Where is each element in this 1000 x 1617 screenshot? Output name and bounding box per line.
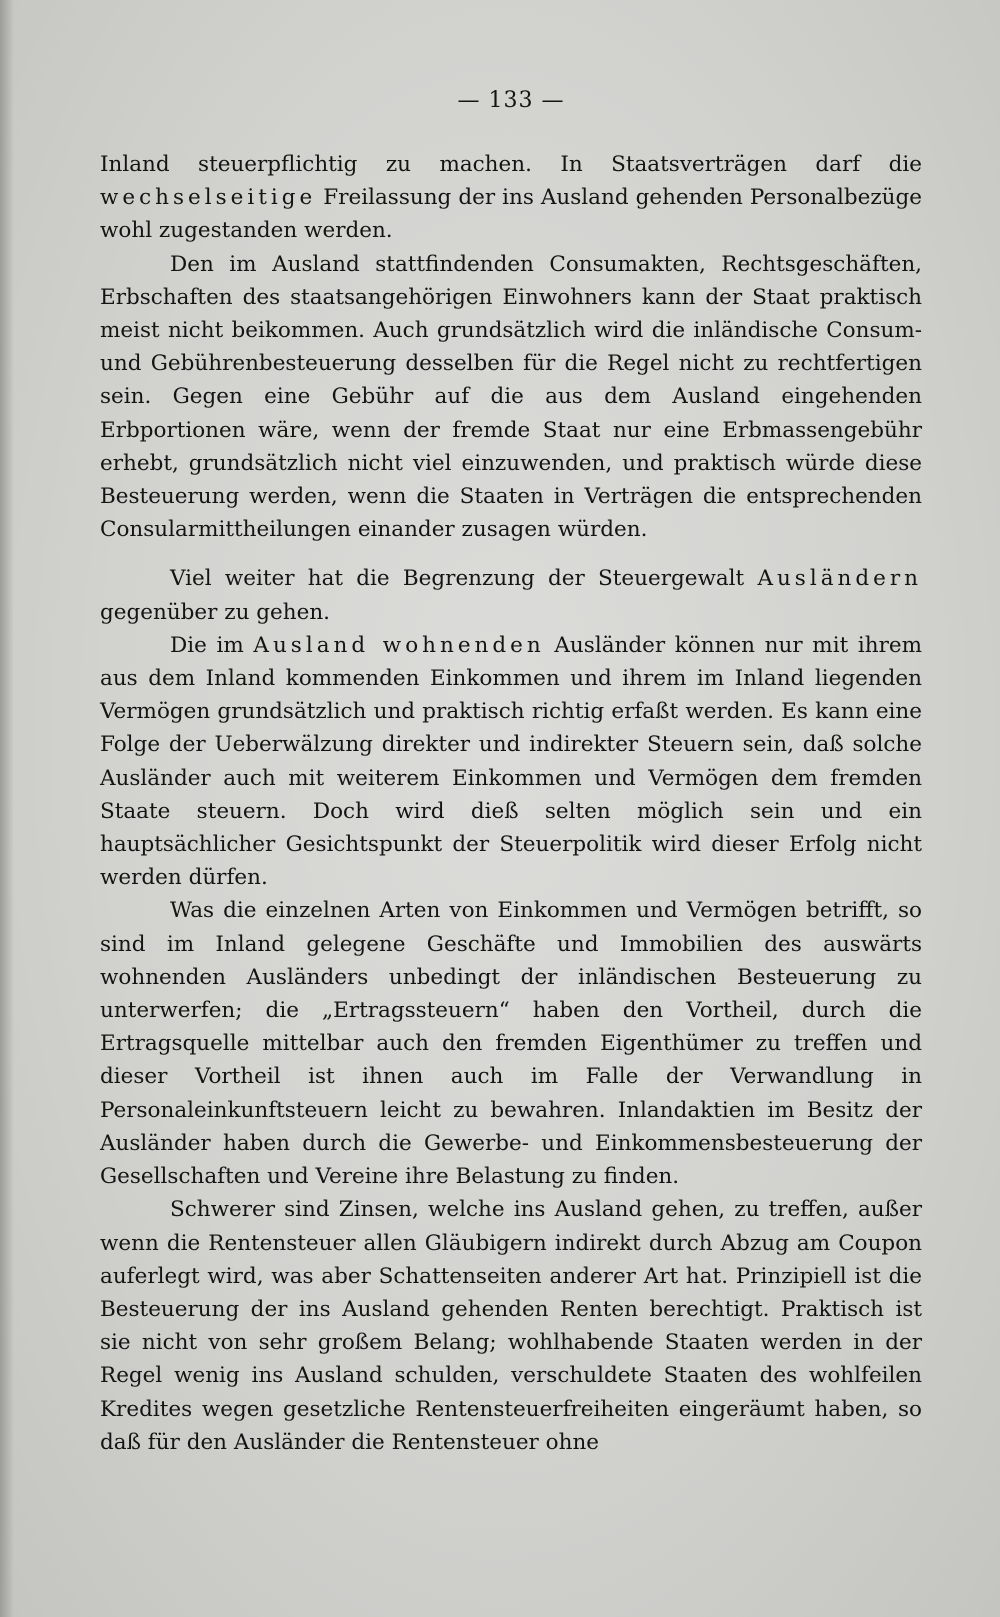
paragraph [100, 148, 922, 248]
page-number: — 133 — [457, 88, 565, 113]
page-edge-shadow [0, 0, 14, 1617]
paragraph [100, 562, 922, 628]
paragraph-text: gegenüber zu gehen. [100, 599, 331, 625]
paragraph [100, 629, 922, 895]
emphasized-text: wechselseitige [100, 185, 317, 211]
paragraph-text: Die im [170, 632, 254, 658]
paragraph-text: Den im Ausland stattfindenden Consumakten, Rechtsgeschäften, Erbschaften des staatsangehörigen Einwohners kann der Staat praktisch meist nicht beikommen. Auch grundsätzlich wird die inländische Consum- und Gebührenbesteuerung desselben für die Regel nicht zu rechtfertigen sein. Gegen eine Gebühr auf die aus dem Ausland eingehenden Erbportionen wäre, wenn der fremde Staat nur eine Erbmassengebühr erhebt, grundsätzlich nicht viel einzuwenden, und praktisch würde diese Besteuerung werden, wenn die Staaten in Verträgen die entsprechenden Consularmittheilungen einander zusagen würden. [100, 251, 922, 543]
paragraph [100, 1193, 922, 1459]
emphasized-text: Ausländern [757, 566, 922, 592]
page-text-block [100, 84, 922, 1459]
paragraph-text: Was die einzelnen Arten von Einkommen und Vermögen betrifft, so sind im Inland gelegene Geschäfte und Immobilien des auswärts wohnenden Ausländers unbedingt der inländischen Besteuerung zu unterwerfen; die „Ertragssteuern“ haben den Vortheil, durch die Ertragsquelle mittelbar auch den fremden Eigenthümer zu treffen und dieser Vortheil ist ihnen auch im Falle der Verwandlung in Personaleinkunftsteuern leicht zu bewahren. Inlandaktien im Besitz der Ausländer haben durch die Gewerbe- und Einkommensbesteuerung der Gesellschaften und Vereine ihre Belastung zu finden. [100, 898, 922, 1190]
paragraph [100, 894, 922, 1193]
emphasized-text: Ausland wohnenden [253, 632, 545, 658]
paragraph-text: Inland steuerpflichtig zu machen. In Staatsverträgen darf die [100, 152, 922, 177]
paragraph-text: Freilassung der ins Ausland gehenden Personalbezüge wohl zugestanden werden. [100, 185, 922, 244]
paragraph-text: Schwerer sind Zinsen, welche ins Ausland gehen, zu treffen, außer wenn die Rentensteuer allen Gläubigern indirekt durch Abzug am Coupon auferlegt wird, was aber Schattenseiten anderer Art hat. Prinzipiell ist die Besteuerung der ins Ausland gehenden Renten berechtigt. Praktisch ist sie nicht von sehr großem Belang; wohlhabende Staaten werden in der Regel wenig ins Ausland schulden, verschuldete Staaten des wohlfeilen Kredites wegen gesetzliche Rentensteuerfreiheiten eingeräumt haben, so daß für den Ausländer die Rentensteuer ohne [100, 1197, 922, 1455]
paragraph [100, 248, 922, 547]
paragraph-text: Viel weiter hat die Begrenzung der Steuergewalt [170, 566, 758, 592]
paragraph-text: Ausländer können nur mit ihrem aus dem Inland kommenden Einkommen und ihrem im Inland liegenden Vermögen grundsätzlich und praktisch richtig erfaßt werden. Es kann eine Folge der Ueberwälzung direkter und indirekter Steuern sein, daß solche Ausländer auch mit weiterem Einkommen und Vermögen dem fremden Staate steuern. Doch wird dieß selten möglich sein und ein hauptsächlicher Gesichtspunkt der Steuerpolitik wird dieser Erfolg nicht werden dürfen. [100, 632, 922, 891]
